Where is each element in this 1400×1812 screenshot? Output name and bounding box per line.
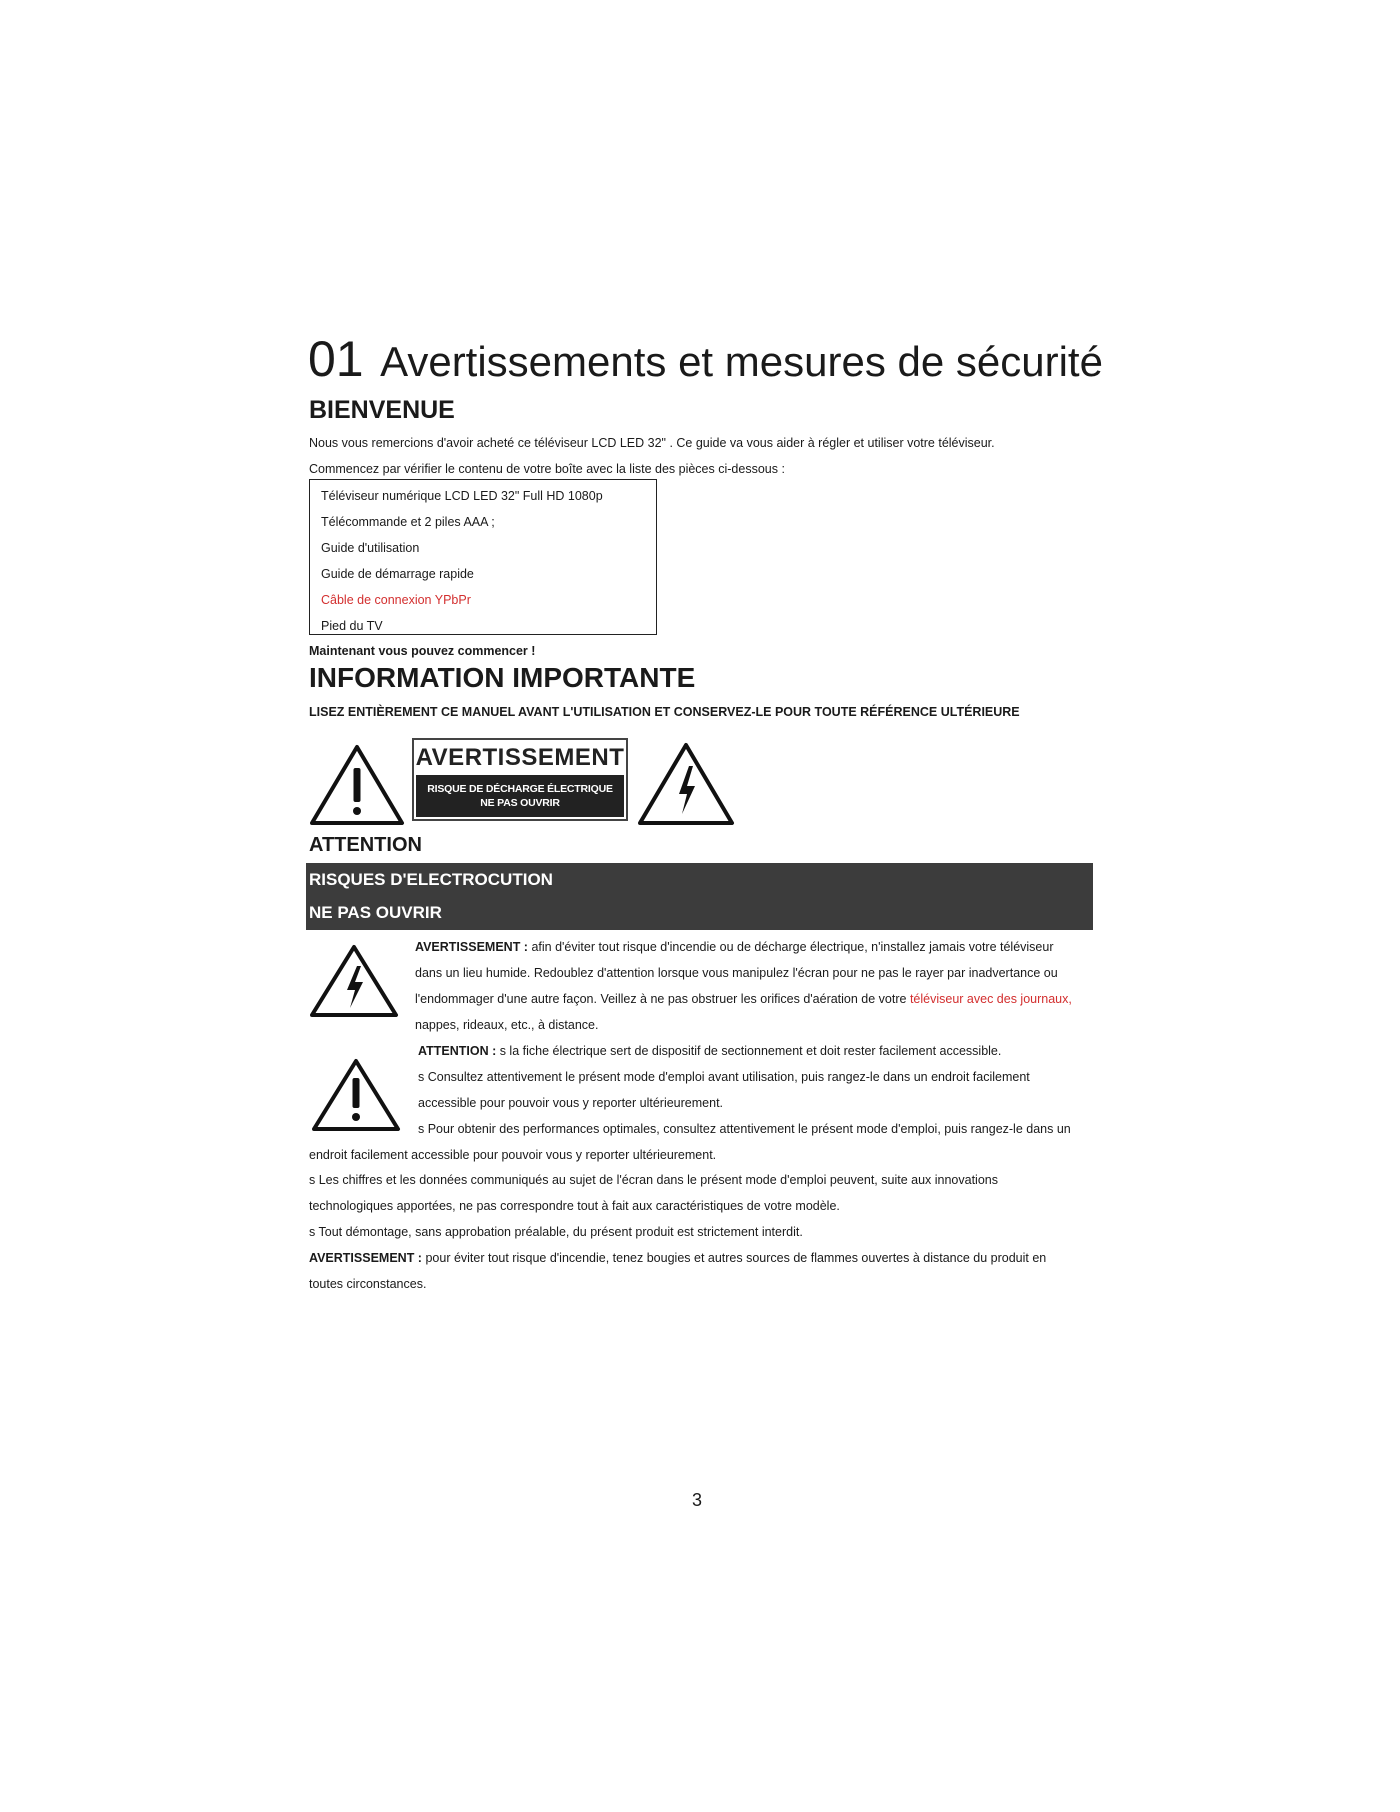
attention-line-5: endroit facilement accessible pour pouvoir vous y reporter ultérieurement.: [309, 1148, 717, 1162]
page-title: [308, 330, 1103, 388]
page-number: 3: [692, 1490, 703, 1510]
sign-caption-line-2: NE PAS OUVRIR: [480, 797, 560, 809]
list-item: Pied du TV: [321, 619, 383, 633]
list-item: Câble de connexion YPbPr: [321, 593, 471, 607]
attention-heading: ATTENTION: [309, 834, 422, 856]
warning-sign-panel: [412, 738, 628, 821]
attention-label: ATTENTION :: [418, 1044, 497, 1058]
list-item: Guide de démarrage rapide: [321, 567, 474, 581]
start-text: Maintenant vous pouvez commencer !: [309, 644, 536, 658]
warning-2-label: AVERTISSEMENT :: [309, 1251, 422, 1265]
list-item: Téléviseur numérique LCD LED 32" Full HD 1080p: [321, 489, 603, 503]
welcome-paragraph-1: Nous vous remercions d'avoir acheté ce téléviseur LCD LED 32" . Ce guide va vous aider à régler et utiliser votre téléviseur.: [309, 436, 995, 450]
exclamation-warning-icon: [309, 744, 405, 826]
welcome-paragraph-2: Commencez par vérifier le contenu de votre boîte avec la liste des pièces ci-dessous :: [309, 462, 785, 476]
banner-line-1: RISQUES D'ELECTROCUTION: [309, 870, 553, 889]
sign-caption-line-1: RISQUE DE DÉCHARGE ÉLECTRIQUE: [427, 783, 613, 795]
sign-caption: [416, 775, 624, 817]
banner-line-2: NE PAS OUVRIR: [309, 903, 442, 922]
attention-line-8: s Tout démontage, sans approbation préalable, du présent produit est strictement interdit.: [309, 1225, 803, 1239]
important-subheading: LISEZ ENTIÈREMENT CE MANUEL AVANT L'UTILISATION ET CONSERVEZ-LE POUR TOUTE RÉFÉRENCE ULTÉRIEURE: [309, 705, 1020, 719]
warning-2-line-1: AVERTISSEMENT : pour éviter tout risque d'incendie, tenez bougies et autres sources de flammes ouvertes à distance du produit en: [309, 1251, 1047, 1265]
attention-line-7: technologiques apportées, ne pas correspondre tout à fait aux caractéristiques de votre modèle.: [309, 1199, 840, 1213]
contents-list-box: [309, 479, 657, 635]
important-heading: INFORMATION IMPORTANTE: [309, 662, 696, 693]
warning-2-line-2: toutes circonstances.: [309, 1277, 427, 1291]
welcome-heading: BIENVENUE: [309, 396, 455, 424]
warning-1-line-3: l'endommager d'une autre façon. Veillez à ne pas obstruer les orifices d'aération de votre téléviseur avec des journaux,: [415, 992, 1072, 1006]
electrocution-banner: [306, 863, 1093, 930]
exclamation-icon: [311, 1058, 401, 1132]
chapter-number: 01: [308, 331, 364, 387]
sign-title: AVERTISSEMENT: [415, 743, 625, 771]
attention-line-6: s Les chiffres et les données communiqués au sujet de l'écran dans le présent mode d'emploi peuvent, suite aux innovations: [309, 1173, 998, 1187]
chapter-title: Avertissements et mesures de sécurité: [380, 338, 1103, 385]
electric-shock-warning-icon: [637, 742, 735, 826]
attention-line-1: ATTENTION : s la fiche électrique sert de dispositif de sectionnement et doit rester facilement accessible.: [418, 1044, 1002, 1058]
list-item: Guide d'utilisation: [321, 541, 420, 555]
warning-1-line-4: nappes, rideaux, etc., à distance.: [415, 1018, 599, 1032]
list-item: Télécommande et 2 piles AAA ;: [321, 515, 495, 529]
attention-line-4: s Pour obtenir des performances optimales, consultez attentivement le présent mode d'emploi, puis rangez-le dans un: [418, 1122, 1071, 1136]
warning-1-label: AVERTISSEMENT :: [415, 940, 528, 954]
warning-1-line-1: AVERTISSEMENT : afin d'éviter tout risque d'incendie ou de décharge électrique, n'installez jamais votre téléviseur: [415, 940, 1054, 954]
attention-line-3: accessible pour pouvoir vous y reporter ultérieurement.: [418, 1096, 724, 1110]
electric-shock-icon: [309, 944, 399, 1018]
attention-line-2: s Consultez attentivement le présent mode d'emploi avant utilisation, puis rangez-le dans un endroit facilement: [418, 1070, 1030, 1084]
warning-1-line-2: dans un lieu humide. Redoublez d'attention lorsque vous manipulez l'écran pour ne pas le rayer par inadvertance ou: [415, 966, 1058, 980]
